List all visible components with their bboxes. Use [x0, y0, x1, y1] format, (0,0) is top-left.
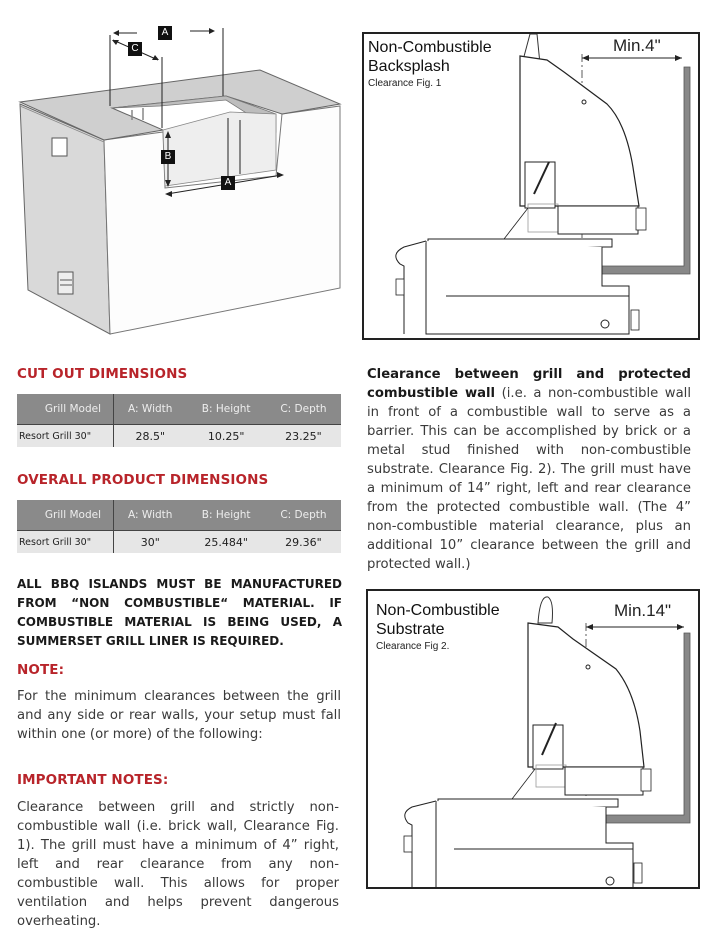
important-notes-text: Clearance between grill and strictly non-combustible wall (i.e. brick wall, Clearance Fig. 1). The grill must have a minimum of 4” right, left and rear clearance from any non-combustible wall. This allows for proper ventilation and helps prevent dangerous overheating. [17, 800, 339, 929]
column-header: A: Width [114, 394, 187, 425]
figure-2-caption: Clearance Fig 2. [376, 641, 450, 652]
overall-dimensions-table [17, 500, 341, 553]
column-header: Grill Model [17, 500, 114, 531]
note-text: For the minimum clearances between the grill and any side or rear walls, your setup must fall within one (or more) of the following: [17, 689, 341, 742]
protected-wall-clearance-body: (i.e. a non-combustible wall in front of a combustible wall to serve as a barrier. This can be accomplished by brick or a metal stud finished with non-combustible substrate. Clearance Fig. 2). The grill must have a minimum of 14” right, left and rear clearance from the protected combustible wall. (The 4” non-combustible material clearance, plus an additional 10” clearance between the grill and protected wall.) [367, 386, 691, 572]
clearance-figure-2 [366, 589, 700, 889]
table-header-row [17, 500, 341, 531]
figure-1-min-clearance: Min.4" [613, 36, 661, 55]
protected-wall-clearance-text [367, 365, 691, 574]
table-row [17, 425, 341, 448]
cell-width: 30" [114, 531, 187, 554]
cutout-dimensions-heading: CUT OUT DIMENSIONS [17, 366, 188, 382]
column-header: A: Width [114, 500, 187, 531]
note-heading: NOTE: [17, 662, 65, 678]
clearance-figure-1 [362, 32, 700, 340]
figure-1-caption: Clearance Fig. 1 [368, 78, 442, 89]
cell-height: 10.25" [187, 425, 266, 448]
dimension-label-a-top: A [158, 26, 172, 40]
column-header: B: Height [187, 394, 266, 425]
dimension-label-b: B [161, 150, 175, 164]
combustible-material-warning: ALL BBQ ISLANDS MUST BE MANUFACTURED FROM “NON COMBUSTIBLE“ MATERIAL. IF COMBUSTIBLE MATERIAL IS BEING USED, A SUMMERSET GRILL LINER IS REQUIRED. [17, 577, 342, 648]
important-notes-heading: IMPORTANT NOTES: [17, 772, 169, 788]
column-header: C: Depth [266, 394, 341, 425]
protected-wall-clearance-heading: Clearance between grill and protected combustible wall [367, 367, 691, 401]
island-drawing [0, 0, 360, 350]
table-header-row [17, 394, 341, 425]
figure-2-title: Non-Combustible Substrate [376, 602, 500, 638]
figure-1-title: Non-Combustible Backsplash [368, 39, 492, 75]
cutout-dimensions-table [17, 394, 341, 447]
cell-depth: 29.36" [266, 531, 341, 554]
column-header: Grill Model [17, 394, 114, 425]
overall-dimensions-heading: OVERALL PRODUCT DIMENSIONS [17, 472, 269, 488]
column-header: B: Height [187, 500, 266, 531]
bbq-island-cutout-diagram [0, 0, 360, 350]
table-row [17, 531, 341, 554]
cell-width: 28.5" [114, 425, 187, 448]
dimension-label-c: C [128, 42, 142, 56]
cell-model: Resort Grill 30" [17, 531, 114, 554]
figure-2-min-clearance: Min.14" [614, 601, 672, 620]
cell-depth: 23.25" [266, 425, 341, 448]
column-header: C: Depth [266, 500, 341, 531]
cell-height: 25.484" [187, 531, 266, 554]
dimension-label-a-bottom: A [221, 176, 235, 190]
cell-model: Resort Grill 30" [17, 425, 114, 448]
